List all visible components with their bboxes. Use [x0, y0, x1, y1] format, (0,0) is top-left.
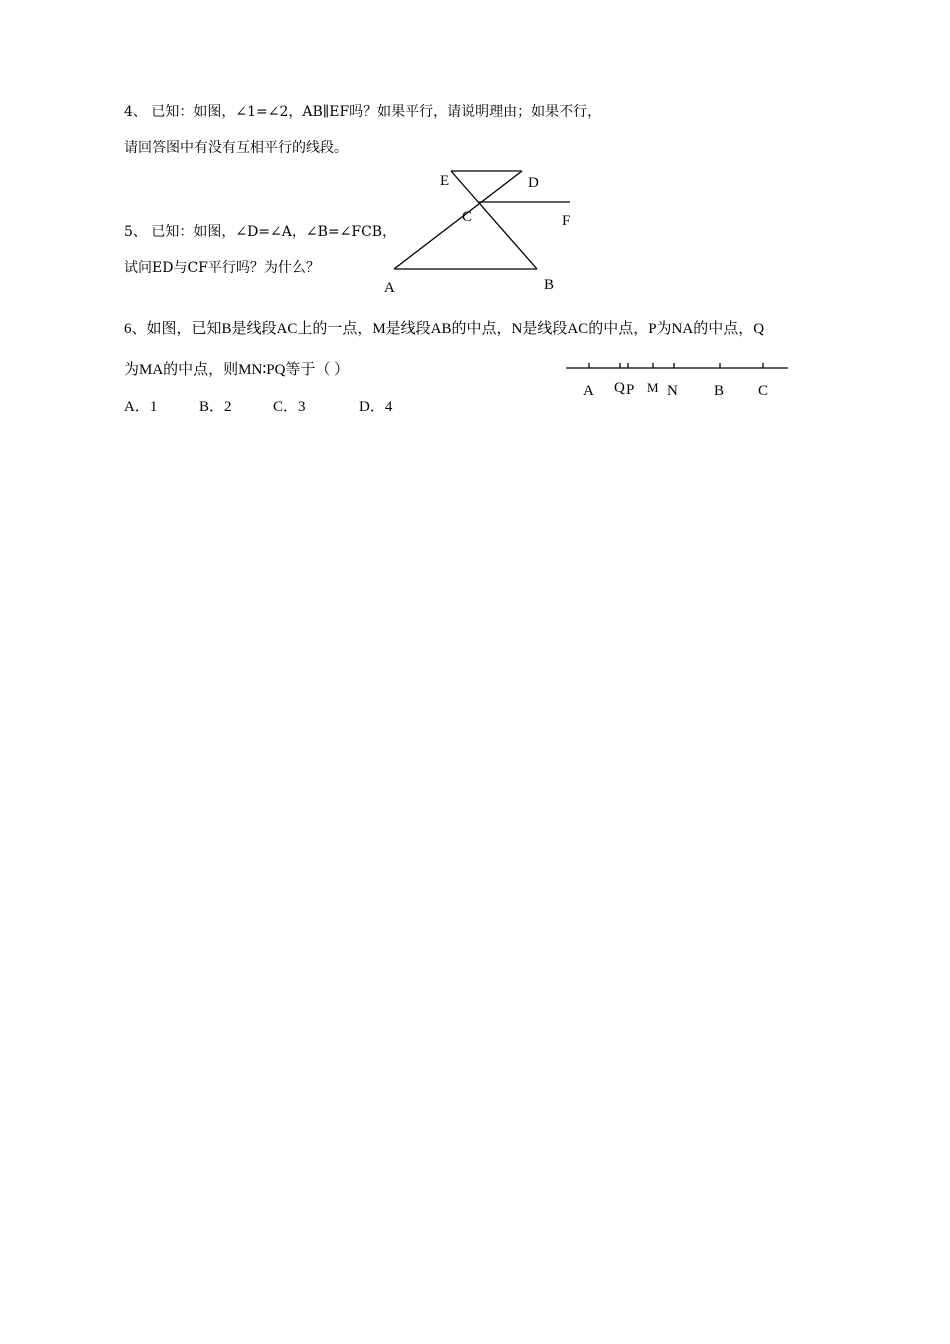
q5-text-line-2: 试问ED与CF平行吗？为什么？ — [124, 260, 320, 276]
q6-label-N: N — [667, 383, 678, 399]
q6-label-C: C — [758, 383, 769, 399]
q4-text-line-2: 请回答图中有没有互相平行的线段。 — [124, 140, 348, 156]
q5-label-E: E — [440, 173, 450, 189]
q6-text-line-1: 6、如图，已知B是线段AC上的一点，M是线段AB的中点，N是线段AC的中点，P为NA的中点，Q — [124, 321, 765, 337]
q6-label-P: P — [626, 382, 635, 398]
q6-choice-a: A．1 — [124, 399, 158, 415]
q6-number-line-figure — [0, 0, 950, 420]
q6-choice-b: B．2 — [199, 399, 232, 415]
q6-label-A: A — [583, 383, 594, 399]
q5-text-line-1: 5、 已知：如图，∠D=∠A，∠B=∠FCB， — [124, 224, 397, 240]
q6-label-Q: Q — [614, 380, 625, 396]
q5-label-D: D — [528, 175, 539, 191]
q5-label-A: A — [384, 280, 395, 296]
q6-choice-d: D．4 — [359, 399, 393, 415]
q5-label-F: F — [562, 213, 571, 229]
q6-label-M: M — [647, 380, 659, 395]
q6-choice-c: C．3 — [273, 399, 306, 415]
q6-text-line-2: 为MA的中点，则MN∶PQ等于（ ） — [124, 362, 350, 378]
q4-text-line-1: 4、 已知：如图，∠1=∠2，AB∥EF吗？如果平行，请说明理由；如果不行， — [124, 104, 602, 120]
q5-label-B: B — [544, 277, 555, 293]
q6-label-B: B — [714, 383, 725, 399]
q5-label-C: C — [462, 209, 473, 225]
